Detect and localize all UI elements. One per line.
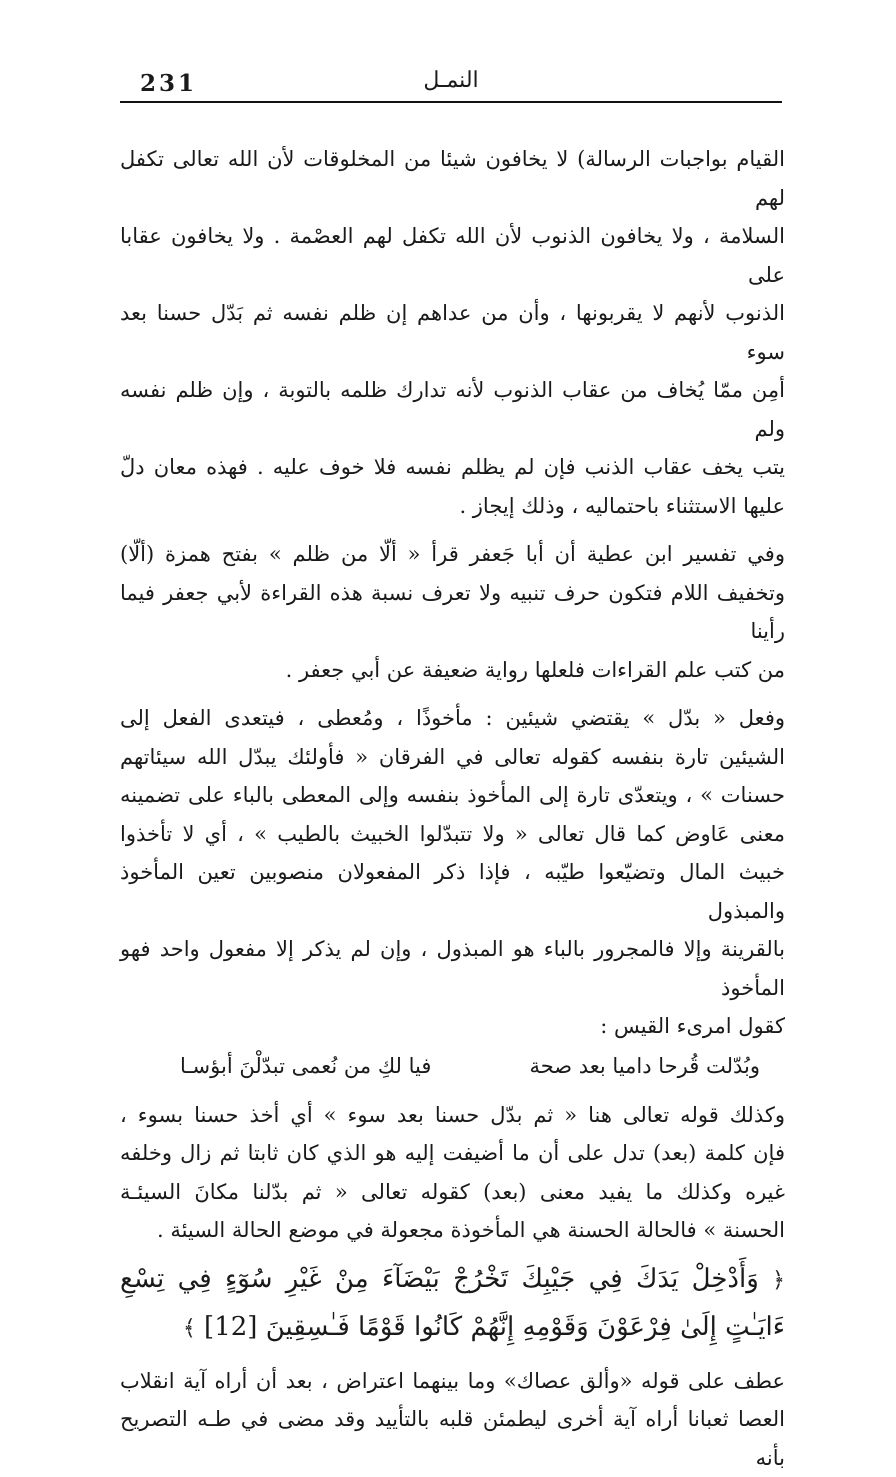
quran-verse bbox=[120, 1256, 785, 1352]
quran-text: ءَايَـٰتٍ إِلَىٰ فِرْعَوْنَ وَقَوْمِهِ إِنَّهُمْ كَانُوا قَوْمًا فَـٰسِقِينَ bbox=[266, 1312, 785, 1342]
body-text bbox=[120, 140, 785, 1477]
paragraph-4 bbox=[120, 1096, 785, 1250]
text-line: حسنات » ، ويتعدّى تارة إلى المأخوذ بنفسه وإلى المعطى بالباء على تضمينه bbox=[120, 776, 785, 815]
page-number: 231 bbox=[140, 70, 197, 97]
text-line: الشيئين تارة بنفسه كقوله تعالى في الفرقان « فأولئك يبدّل الله سيئاتهم bbox=[120, 738, 785, 777]
text-line: أمِن ممّا يُخاف من عقاب الذنوب لأنه تدارك ظلمه بالتوبة ، وإن ظلم نفسه ولم bbox=[120, 371, 785, 448]
paragraph-1 bbox=[120, 140, 785, 525]
text-line: معنى عَاوض كما قال تعالى « ولا تتبدّلوا الخبيث بالطيب » ، أي لا تأخذوا bbox=[120, 815, 785, 854]
poetry-hemistich-1: وبُدّلت قُرحا داميا بعد صحة bbox=[529, 1046, 760, 1086]
verse-open-ornament: ﴿ bbox=[772, 1268, 785, 1293]
text-line: وفي تفسير ابن عطية أن أبا جَعفر قرأ « ألّا من ظلم » بفتح همزة (ألّا) bbox=[120, 535, 785, 574]
running-title: النمـل bbox=[120, 68, 782, 93]
text-line: فإن كلمة (بعد) تدل على أن ما أضيفت إليه هو الذي كان ثابتا ثم زال وخلفه bbox=[120, 1134, 785, 1173]
text-line: وفعل « بدّل » يقتضي شيئين : مأخوذًا ، ومُعطى ، فيتعدى الفعل إلى bbox=[120, 699, 785, 738]
text-line: غيره وكذلك ما يفيد معنى (بعد) كقوله تعالى « ثم بدّلنا مكانَ السيئـة bbox=[120, 1173, 785, 1212]
page-header bbox=[120, 62, 782, 102]
text-line: خبيث المال وتضيّعوا طيّبه ، فإذا ذكر المفعولان منصوبين تعين المأخوذ والمبذول bbox=[120, 853, 785, 930]
text-line: وتخفيف اللام فتكون حرف تنبيه ولا تعرف نسبة هذه القراءة لأبي جعفر فيما رأينا bbox=[120, 574, 785, 651]
text-line: الحسنة » فالحالة الحسنة هي المأخوذة مجعولة في موضع الحالة السيئة . bbox=[120, 1211, 785, 1250]
text-line: وكذلك قوله تعالى هنا « ثم بدّل حسنا بعد سوء » أي أخذ حسنا بسوء ، bbox=[120, 1096, 785, 1135]
poetry-hemistich-2: فيا لكِ من نُعمى تبدّلْنَ أبؤسـا bbox=[180, 1046, 431, 1086]
verse-close-ornament: ﴾ bbox=[183, 1316, 196, 1341]
text-line: العصا ثعبانا أراه آية أخرى ليطمئن قلبه بالتأييد وقد مضى في طـه التصريح بأنه bbox=[120, 1400, 785, 1477]
quran-line-2 bbox=[120, 1304, 785, 1352]
text-line: من كتب علم القراءات فلعلها رواية ضعيفة عن أبي جعفر . bbox=[120, 651, 785, 690]
verse-number: [12] bbox=[204, 1312, 257, 1342]
paragraph-3 bbox=[120, 699, 785, 1046]
quran-text: وَأَدْخِلْ يَدَكَ فِي جَيْبِكَ تَخْرُجْ بَيْضَآءَ مِنْ غَيْرِ سُوٓءٍ فِي تِسْعِ bbox=[120, 1264, 759, 1294]
poetry-verse bbox=[180, 1046, 760, 1086]
text-line: بالقرينة وإلا فالمجرور بالباء هو المبذول ، وإن لم يذكر إلا مفعول واحد فهو المأخوذ bbox=[120, 930, 785, 1007]
paragraph-5 bbox=[120, 1362, 785, 1477]
text-line: كقول امرىء القيس : bbox=[120, 1007, 785, 1046]
header-rule bbox=[120, 101, 782, 103]
text-line: الذنوب لأنهم لا يقربونها ، وأن من عداهم إن ظلم نفسه ثم بَدّل حسنا بعد سوء bbox=[120, 294, 785, 371]
paragraph-2 bbox=[120, 535, 785, 689]
quran-line-1 bbox=[120, 1256, 785, 1304]
text-line: عطف على قوله «وألق عصاك» وما بينهما اعتراض ، بعد أن أراه آية انقلاب bbox=[120, 1362, 785, 1401]
text-line: يتب يخف عقاب الذنب فإن لم يظلم نفسه فلا خوف عليه . فهذه معان دلّ bbox=[120, 448, 785, 487]
text-line: عليها الاستثناء باحتماليه ، وذلك إيجاز . bbox=[120, 487, 785, 526]
text-line: السلامة ، ولا يخافون الذنوب لأن الله تكفل لهم العصْمة . ولا يخافون عقابا على bbox=[120, 217, 785, 294]
text-line: القيام بواجبات الرسالة) لا يخافون شيئا من المخلوقات لأن الله تعالى تكفل لهم bbox=[120, 140, 785, 217]
